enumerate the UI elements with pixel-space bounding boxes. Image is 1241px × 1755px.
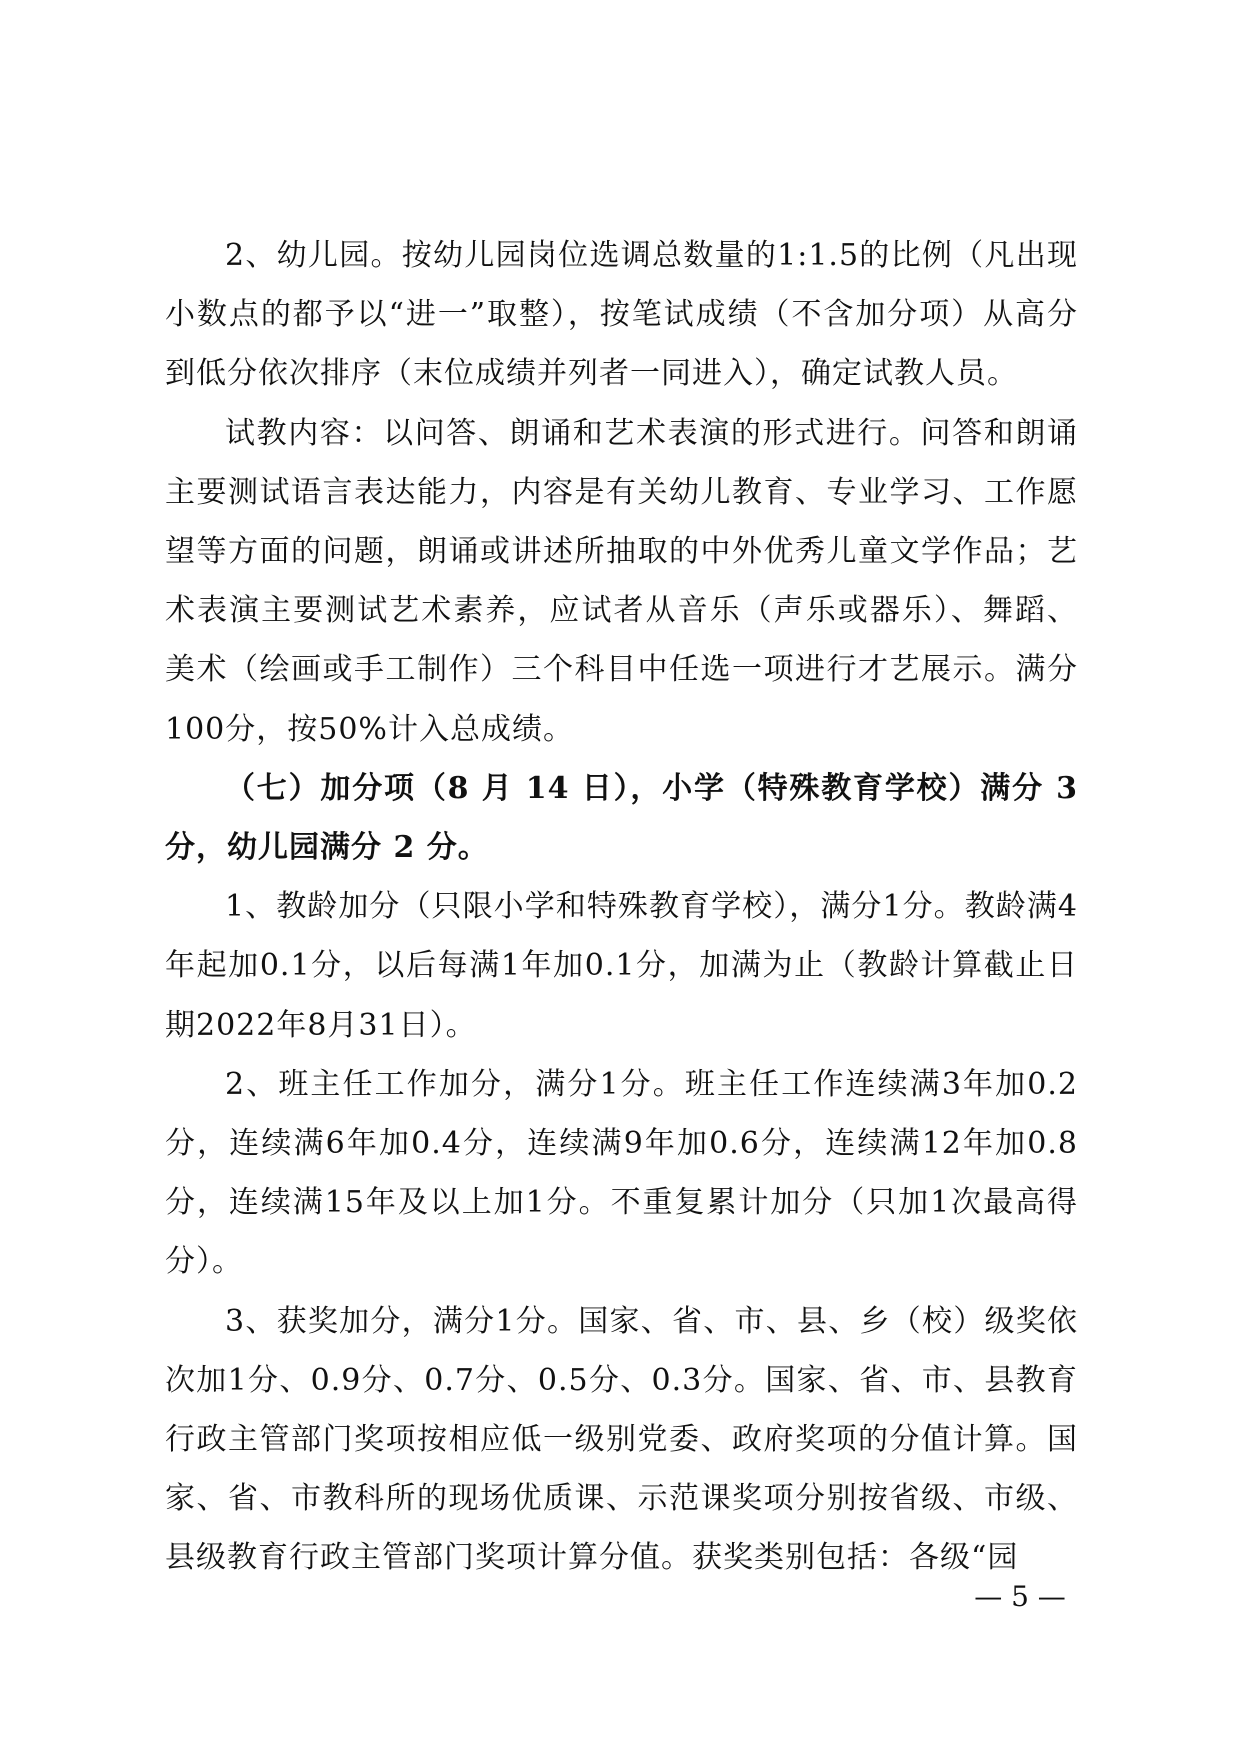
page-number: — 5 — (974, 1580, 1066, 1613)
paragraph-class-teacher-bonus: 2、班主任工作加分，满分1分。班主任工作连续满3年加0.2分，连续满6年加0.4分，连续满9年加0.6分，连续满12年加0.8分，连续满15年及以上加1分。不重复累计加分（只加1次最高得分）。 (165, 1066, 1078, 1280)
paragraph-trial-teaching-content: 试教内容：以问答、朗诵和艺术表演的形式进行。问答和朗诵主要测试语言表达能力，内容是有关幼儿教育、专业学习、工作愿望等方面的问题，朗诵或讲述所抽取的中外优秀儿童文学作品；艺术表演主要测试艺术素养，应试者从音乐（声乐或器乐）、舞蹈、美术（绘画或手工制作）三个科目中任选一项进行才艺展示。满分100分，按50%计入总成绩。 (165, 415, 1078, 747)
paragraph-teaching-years-bonus: 1、教龄加分（只限小学和特殊教育学校），满分1分。教龄满4年起加0.1分，以后每满1年加0.1分，加满为止（教龄计算截止日期2022年8月31日）。 (165, 889, 1078, 1043)
paragraph-award-bonus: 3、获奖加分，满分1分。国家、省、市、县、乡（校）级奖依次加1分、0.9分、0.7分、0.5分、0.3分。国家、省、市、县教育行政主管部门奖项按相应低一级别党委、政府奖项的分值计算。国家、省、市教科所的现场优质课、示范课奖项分别按省级、市级、县级教育行政主管部门奖项计算分值。获奖类别包括：各级“园 (165, 1303, 1078, 1576)
section-heading-bonus-items: （七）加分项（8 月 14 日），小学（特殊教育学校）满分 3 分，幼儿园满分 2 分。 (165, 770, 1078, 866)
body-text (165, 226, 1078, 1588)
paragraph-kindergarten-selection: 2、幼儿园。按幼儿园岗位选调总数量的1:1.5的比例（凡出现小数点的都予以“进一”取整），按笔试成绩（不含加分项）从高分到低分依次排序（末位成绩并列者一同进入），确定试教人员。 (165, 238, 1078, 392)
